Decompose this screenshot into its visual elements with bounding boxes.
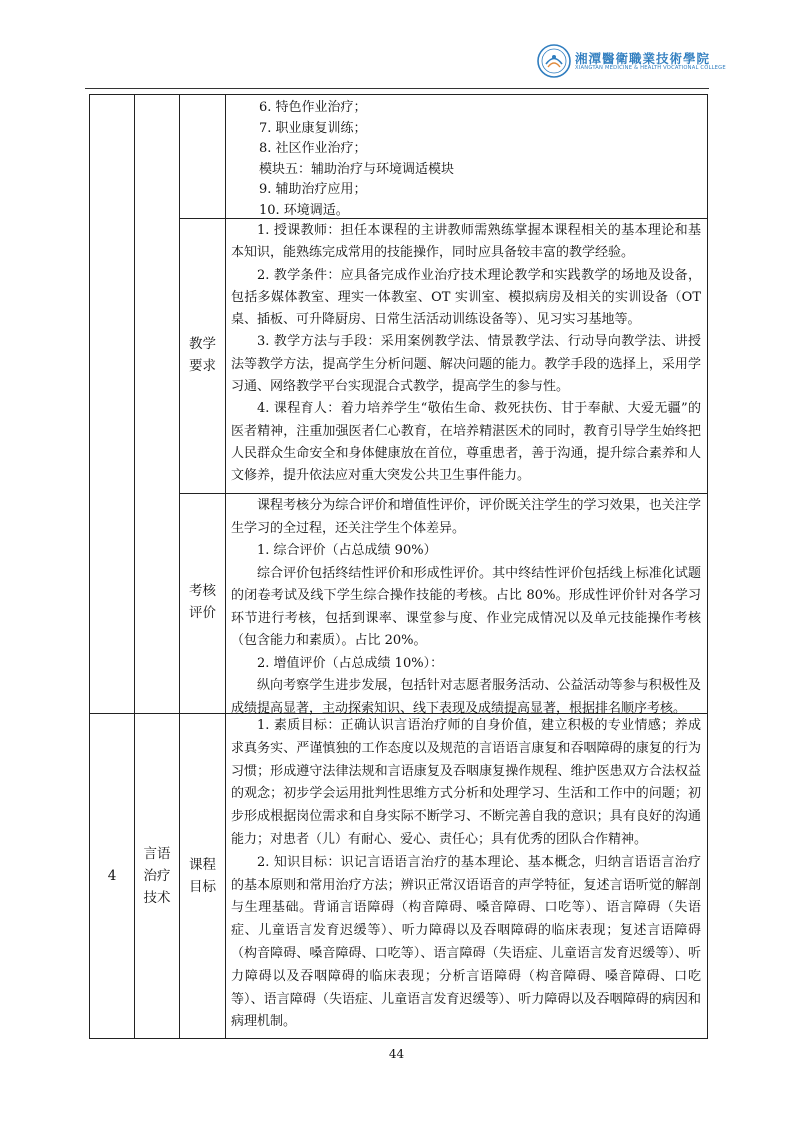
table-divider-3 <box>225 94 226 1038</box>
teaching-paragraph: 4. 课程育人：着力培养学生“敬佑生命、救死扶伤、甘于奉献、大爱无疆”的医者精神，注重加强医者仁心教育，在培养精湛医术的同时，教育引导学生始终把人民群众生命安全和身体健康放在首位，尊重患者，善于沟通，提升综合素养和人文修养，提升依法应对重大突发公共卫生事件能力。 <box>231 401 701 484</box>
module-list <box>259 98 699 221</box>
assessment-item-text: 纵向考察学生进步发展，包括针对志愿者服务活动、公益活动等参与积极性及成绩提高显著，主动探索知识、线下表现及成绩提高显著，根据排名顺序考核。 <box>231 678 701 716</box>
module-item: 10. 环境调适。 <box>259 202 349 218</box>
course-name <box>135 843 179 909</box>
module-heading: 模块五：辅助治疗与环境调适模块 <box>259 161 455 177</box>
teaching-label <box>180 333 225 377</box>
course-goal-paragraph: 2. 知识目标：识记言语语言治疗的基本理论、基本概念，归纳言语语言治疗的基本原则和常用治疗方法；辨识正常汉语语音的声学特征，复述言语听觉的解剖与生理基础。背诵言语障碍（构音障碍、嗓音障碍、口吃等）、语言障碍（失语症、儿童语言发育迟缓等）、听力障碍以及吞咽障碍的临床表现；复述言语障碍（构音障碍、嗓音障碍、口吃等）、语言障碍（失语症、儿童语言发育迟缓等）、听力障碍以及吞咽障碍的临床表现；分析言语障碍（构音障碍、嗓音障碍、口吃等）、语言障碍（失语症、儿童语言发育迟缓等）、听力障碍以及吞咽障碍的病因和病理机制。 <box>231 854 701 1030</box>
assessment-content <box>231 495 701 720</box>
assessment-item-title: 1. 综合评价（占总成绩 90%） <box>257 543 437 558</box>
teaching-content <box>231 220 701 488</box>
table-border-bottom <box>89 1038 708 1039</box>
table-border-left <box>89 94 90 1038</box>
course-goal-label-line: 课程 <box>189 857 216 873</box>
module-item: 8. 社区作业治疗； <box>259 141 367 156</box>
teaching-label-line: 教学 <box>189 336 216 352</box>
school-name: 湘潭醫衛職業技術學院 <box>575 51 711 66</box>
module-item: 6. 特色作业治疗； <box>259 100 367 115</box>
course-goal-paragraph: 1. 素质目标：正确认识言语治疗师的自身价值，建立积极的专业情感；养成求真务实、严谨慎独的工作态度以及规范的言语语言康复和吞咽障碍的康复的行为习惯；形成遵守法律法规和言语康复及吞咽康复操作规程、维护医患双方合法权益的观念；初步学会运用批判性思维方式分析和处理学习、生活和工作中的问题；初步形成根据岗位需求和自身实际不断学习、不断完善自我的意识；具有良好的沟通能力；对患者（儿）有耐心、爱心、责任心；具有优秀的团队合作精神。 <box>231 718 701 847</box>
course-goal-label <box>180 854 225 898</box>
teaching-paragraph: 2. 教学条件：应具备完成作业治疗技术理论教学和实践教学的场地及设备，包括多媒体教室、理实一体教室、OT 实训室、模拟病房及相关的实训设备（OT 桌、插板、可升降厨房、日常生活活动训练设备等）、见习实习基地等。 <box>231 267 701 328</box>
course-goal-label-line: 目标 <box>189 879 216 895</box>
row-rule-assessment <box>179 493 708 494</box>
module-item: 9. 辅助治疗应用； <box>259 182 367 197</box>
teaching-paragraph: 3. 教学方法与手段：采用案例教学法、情景教学法、行动导向教学法、讲授法等教学方法，提高学生分析问题、解决问题的能力。教学手段的选择上，采用学习通、网络教学平台实现混合式教学，提高学生的参与性。 <box>231 334 701 395</box>
course-name-line: 治疗 <box>143 868 171 884</box>
assessment-intro: 课程考核分为综合评价和增值性评价，评价既关注学生的学习效果，也关注学生学习的全过程，还关注学生个体差异。 <box>231 498 701 536</box>
module-item: 7. 职业康复训练； <box>259 120 367 136</box>
teaching-paragraph: 1. 授课教师：担任本课程的主讲教师需熟练掌握本课程相关的基本理论和基本知识，能熟练完成常用的技能操作，同时应具备较丰富的教学经验。 <box>231 223 701 261</box>
course-number: 4 <box>107 868 117 884</box>
assessment-item-text: 综合评价包括终结性评价和形成性评价。其中终结性评价包括线上标准化试题的闭卷考试及线下学生综合操作技能的考核。占比 80%。形成性评价针对各学习环节进行考核，包括到课率、课堂参与度、作业完成情况以及单元技能操作考核（包含能力和素质）。占比 20%。 <box>231 565 701 648</box>
assessment-label <box>180 580 225 624</box>
assessment-item-title: 2. 增值评价（占总成绩 10%）： <box>257 655 444 671</box>
course-name-line: 言语 <box>143 846 171 862</box>
table-border-right <box>707 94 708 1038</box>
page-number: 44 <box>388 1047 405 1061</box>
assessment-label-line: 评价 <box>189 605 216 621</box>
table-border-top <box>89 94 708 95</box>
course-name-line: 技术 <box>143 890 171 906</box>
assessment-label-line: 考核 <box>189 583 216 599</box>
course-goal-content <box>231 715 701 1034</box>
school-name-en: XIANGTAN MEDICINE & HEALTH VOCATIONAL COLLEGE <box>575 65 726 71</box>
teaching-label-line: 要求 <box>189 358 216 374</box>
